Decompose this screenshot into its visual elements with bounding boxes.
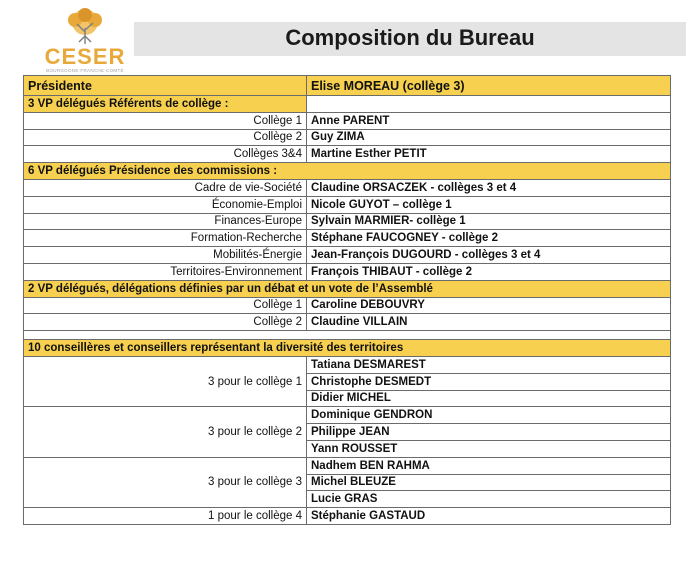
row-name: Stéphane FAUCOGNEY - collège 2 [307,230,671,247]
section-header-delegations [24,280,671,297]
table-row [24,457,671,474]
row-name: Claudine ORSACZEK - collèges 3 et 4 [307,179,671,196]
row-name: Christophe DESMEDT [307,373,671,390]
table-row [24,407,671,424]
table-row [24,314,671,331]
presidente-label: Présidente [24,76,307,96]
group-label: 3 pour le collège 1 [24,356,307,406]
group-label: 3 pour le collège 3 [24,457,307,507]
row-name: Nicole GUYOT – collège 1 [307,196,671,213]
logo-subtext: BOURGOGNE-FRANCHE-COMTÉ [46,68,124,73]
group-label: 3 pour le collège 2 [24,407,307,457]
row-label: Collège 1 [24,112,307,129]
section-header-referents [24,96,671,113]
table-row [24,263,671,280]
tree-icon [44,8,126,46]
row-label: Économie-Emploi [24,196,307,213]
section-title: 3 VP délégués Référents de collège : [24,96,307,113]
row-label: Collège 1 [24,297,307,314]
section-title: 2 VP délégués, délégations définies par un débat et un vote de l’Assemblé [24,280,671,297]
bureau-table [23,75,671,525]
row-label: Cadre de vie-Société [24,179,307,196]
row-name: Claudine VILLAIN [307,314,671,331]
table-row [24,356,671,373]
row-name: Stéphanie GASTAUD [307,508,671,525]
section-title: 6 VP délégués Présidence des commissions : [24,163,671,180]
logo-text: CESER [44,44,126,69]
table-row [24,297,671,314]
row-name: Caroline DEBOUVRY [307,297,671,314]
row-name: François THIBAUT - collège 2 [307,263,671,280]
row-label: Mobilités-Énergie [24,247,307,264]
page-title: Composition du Bureau [285,25,535,50]
row-label: Finances-Europe [24,213,307,230]
group-label: 1 pour le collège 4 [24,508,307,525]
table-row [24,196,671,213]
row-name: Nadhem BEN RAHMA [307,457,671,474]
table-row [24,230,671,247]
row-label: Collèges 3&4 [24,146,307,163]
row-name: Sylvain MARMIER- collège 1 [307,213,671,230]
section-title: 10 conseillères et conseillers représentant la diversité des territoires [24,340,671,357]
row-name: Yann ROUSSET [307,440,671,457]
table-row [24,508,671,525]
row-name: Jean-François DUGOURD - collèges 3 et 4 [307,247,671,264]
spacer-row [24,331,671,340]
row-name: Dominique GENDRON [307,407,671,424]
section-header-diversite [24,340,671,357]
row-label: Formation-Recherche [24,230,307,247]
row-name: Didier MICHEL [307,390,671,407]
row-label: Collège 2 [24,129,307,146]
row-name: Michel BLEUZE [307,474,671,491]
presidente-row [24,76,671,96]
table-row [24,146,671,163]
table-row [24,112,671,129]
row-name: Lucie GRAS [307,491,671,508]
row-label: Collège 2 [24,314,307,331]
table-row [24,213,671,230]
table-row [24,179,671,196]
table-row [24,247,671,264]
row-name: Tatiana DESMAREST [307,356,671,373]
title-bar [134,22,686,56]
row-name: Martine Esther PETIT [307,146,671,163]
row-name: Anne PARENT [307,112,671,129]
ceser-logo [44,8,126,73]
row-name: Guy ZIMA [307,129,671,146]
row-name: Philippe JEAN [307,424,671,441]
table-row [24,129,671,146]
section-header-commissions [24,163,671,180]
presidente-name: Elise MOREAU (collège 3) [307,76,671,96]
row-label: Territoires-Environnement [24,263,307,280]
